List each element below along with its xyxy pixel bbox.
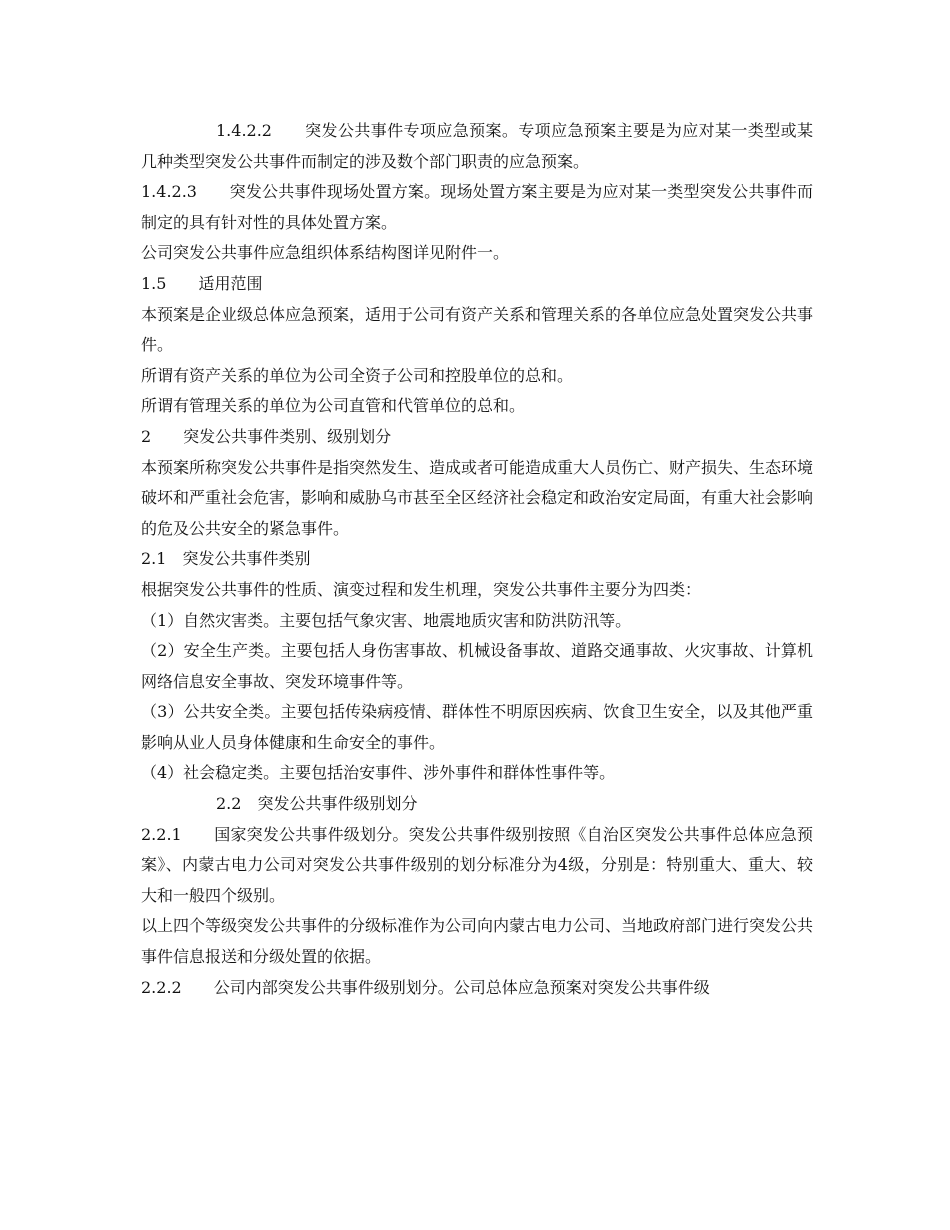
- management-relation-definition: 所谓有管理关系的单位为公司直管和代管单位的总和。: [141, 396, 526, 416]
- list-item-public-safety: （3）公共安全类。主要包括传染病疫情、群体性不明原因疾病、饮食卫生安全，以及其他严重影响从业人员身体健康和生命安全的事件。: [141, 702, 813, 752]
- grading-basis-paragraph: 以上四个等级突发公共事件的分级标准作为公司向内蒙古电力公司、当地政府部门进行突发公共事件信息报送和分级处置的依据。: [141, 916, 814, 967]
- heading-2: 2 突发公共事件类别、级别划分: [141, 426, 392, 446]
- heading-2-1: 2.1 突发公共事件类别: [141, 549, 311, 569]
- section-1-4-2-3: 1.4.2.3 突发公共事件现场处置方案。现场处置方案主要是为应对某一类型突发公共事件而制定的具有针对性的具体处置方案。: [141, 182, 813, 232]
- section-2-2-1: 2.2.1 国家突发公共事件级划分。突发公共事件级别按照《自治区突发公共事件总体应急预案》、内蒙古电力公司对突发公共事件级别的划分标准分为4级，分别是：特别重大、重大、较大和一般四个级别。: [141, 824, 813, 905]
- heading-1-5: 1.5 适用范围: [141, 273, 263, 293]
- section-2-2-2: 2.2.2 公司内部突发公共事件级别划分。公司总体应急预案对突发公共事件级: [141, 977, 710, 997]
- scope-paragraph: 本预案是企业级总体应急预案，适用于公司有资产关系和管理关系的各单位应急处置突发公共事件。: [141, 304, 814, 355]
- list-item-natural-disasters: （1）自然灾害类。主要包括气象灾害、地震地质灾害和防洪防汛等。: [141, 610, 632, 630]
- section-1-4-2-2: 1.4.2.2 突发公共事件专项应急预案。专项应急预案主要是为应对某一类型或某几种类型突发公共事件而制定的涉及数个部门职责的应急预案。: [141, 121, 813, 171]
- classification-intro: 根据突发公共事件的性质、演变过程和发生机理，突发公共事件主要分为四类：: [141, 579, 702, 599]
- list-item-social-stability: （4）社会稳定类。主要包括治安事件、涉外事件和群体性事件等。: [141, 763, 616, 783]
- definition-paragraph: 本预案所称突发公共事件是指突然发生、造成或者可能造成重大人员伤亡、财产损失、生态环境破坏和严重社会危害，影响和威胁乌市甚至全区经济社会稳定和政治安定局面，有重大社会影响的危及公共安全的紧急事件。: [141, 457, 814, 538]
- heading-2-2: 2.2 突发公共事件级别划分: [216, 794, 418, 814]
- document-body: [141, 116, 813, 1003]
- list-item-safety-production: （2）安全生产类。主要包括人身伤害事故、机械设备事故、道路交通事故、火灾事故、计算机网络信息安全事故、突发环境事件等。: [141, 641, 813, 691]
- asset-relation-definition: 所谓有资产关系的单位为公司全资子公司和控股单位的总和。: [141, 365, 574, 385]
- org-chart-reference: 公司突发公共事件应急组织体系结构图详见附件一。: [141, 243, 510, 263]
